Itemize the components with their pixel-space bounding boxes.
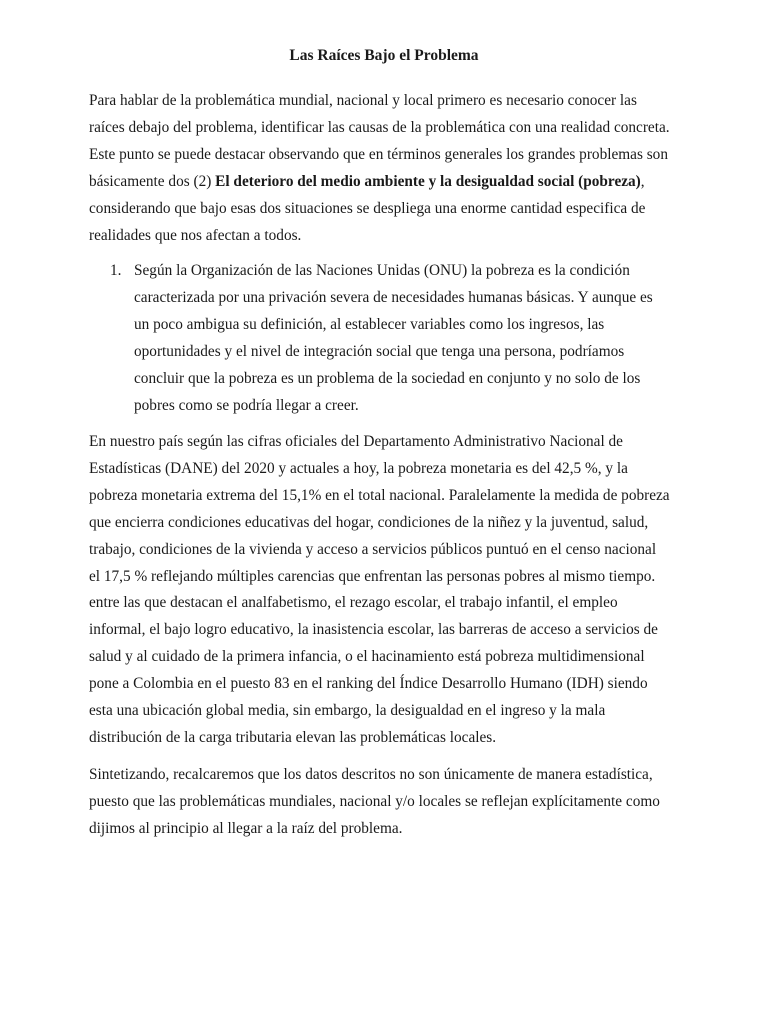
- text-line: pobres como se podría llegar a creer.: [134, 396, 359, 414]
- text-line: el 17,5 % reflejando múltiples carencias que enfrentan las personas pobres al mismo tiempo.: [89, 567, 656, 585]
- text-line: Estadísticas (DANE) del 2020 y actuales a hoy, la pobreza monetaria es del 42,5 %, y la: [89, 459, 628, 477]
- intro-paragraph: [89, 88, 679, 249]
- text-line: salud y al cuidado de la primera infancia, o el hacinamiento está pobreza multidimensional: [89, 648, 645, 666]
- text-line: Para hablar de la problemática mundial, nacional y local primero es necesario conocer las: [89, 92, 637, 109]
- emphasized-text: El deterioro del medio ambiente y la desigualdad social (pobreza): [215, 172, 641, 190]
- text-line: informal, el bajo logro educativo, la inasistencia escolar, las barreras de acceso a servicios de: [89, 621, 658, 639]
- list-item: [89, 258, 679, 419]
- text-line: entre las que destacan el analfabetismo, el rezago escolar, el trabajo infantil, el empleo: [89, 594, 618, 612]
- text-line: raíces debajo del problema, identificar las causas de la problemática con una realidad concreta.: [89, 118, 670, 136]
- text-line: Según la Organización de las Naciones Unidas (ONU) la pobreza es la condición: [134, 262, 630, 279]
- statistics-paragraph: [89, 429, 679, 752]
- text-fragment: ,: [640, 172, 645, 190]
- text-line: que encierra condiciones educativas del hogar, condiciones de la niñez y la juventud, salud,: [89, 513, 649, 531]
- text-line: un poco ambigua su definición, al establecer variables como los ingresos, las: [134, 315, 605, 333]
- list-number: 1.: [110, 262, 122, 279]
- conclusion-paragraph: [89, 762, 679, 843]
- text-line: distribución de la carga tributaria elevan las problemáticas locales.: [89, 728, 497, 746]
- text-line: pone a Colombia en el puesto 83 en el ranking del Índice Desarrollo Humano (IDH) siendo: [89, 675, 648, 693]
- text-line: trabajo, condiciones de la vivienda y acceso a servicios públicos puntuó en el censo nacional: [89, 540, 657, 558]
- numbered-list: [89, 258, 679, 419]
- document-title: Las Raíces Bajo el Problema: [289, 47, 479, 64]
- text-line: considerando que bajo esas dos situaciones se despliega una enorme cantidad especifica de: [89, 199, 646, 217]
- text-line: esta una ubicación global media, sin embargo, la desigualdad en el ingreso y la mala: [89, 702, 606, 720]
- text-line: Este punto se puede destacar observando que en términos generales los grandes problemas son: [89, 145, 668, 163]
- text-line: concluir que la pobreza es un problema de la sociedad en conjunto y no solo de los: [134, 369, 641, 387]
- text-line: pobreza monetaria extrema del 15,1% en el total nacional. Paralelamente la medida de pobreza: [89, 486, 670, 504]
- text-fragment: básicamente dos (2): [89, 172, 216, 190]
- text-line: oportunidades y el nivel de integración social que tenga una persona, podríamos: [134, 342, 625, 360]
- text-line: dijimos al principio al llegar a la raíz del problema.: [89, 819, 403, 837]
- text-line: puesto que las problemáticas mundiales, nacional y/o locales se reflejan explícitamente como: [89, 792, 660, 810]
- text-line: caracterizada por una privación severa de necesidades humanas básicas. Y aunque es: [134, 288, 653, 306]
- text-line: realidades que nos afectan a todos.: [89, 226, 302, 244]
- text-line-with-emphasis: [89, 169, 679, 196]
- text-line: En nuestro país según las cifras oficiales del Departamento Administrativo Nacional de: [89, 433, 623, 450]
- text-line: Sintetizando, recalcaremos que los datos descritos no son únicamente de manera estadística,: [89, 766, 653, 783]
